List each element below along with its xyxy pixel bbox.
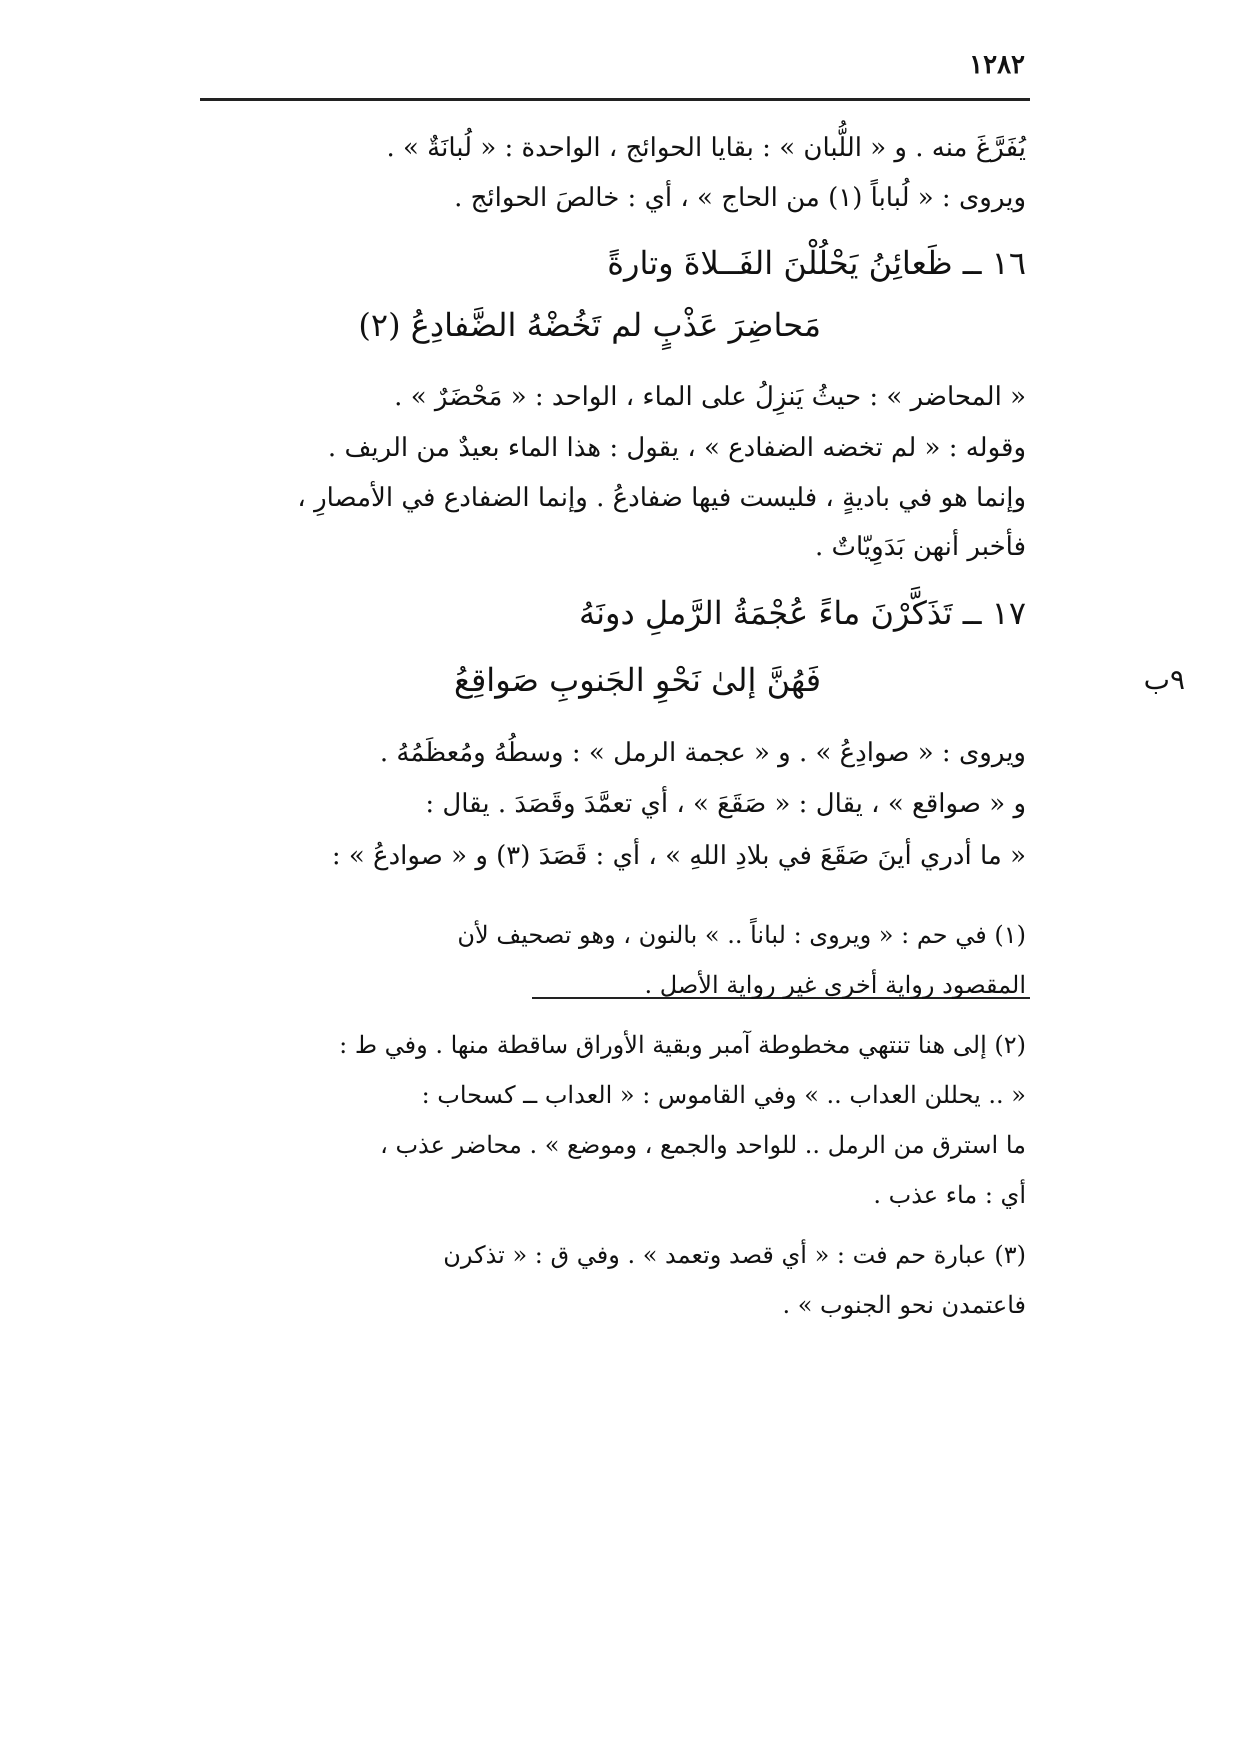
verse-17-first-hemistich: ١٧ ــ تَذَكَّرْنَ ماءً عُجْمَةُ الرَّملِ دونَهُ — [578, 594, 1026, 632]
page-number: ١٢٨٢ — [969, 50, 1025, 80]
footnote-line: أي : ماء عذب . — [873, 1181, 1026, 1209]
body-line: ويروى : « لُباباً (١) من الحاج » ، أي : خالصَ الحوائج . — [454, 183, 1026, 213]
body-line: « ما أدري أينَ صَقَعَ في بلادِ اللهِ » ، أي : قَصَدَ (٣) و « صوادعُ » : — [331, 841, 1026, 871]
body-line: يُفَرَّغَ منه . و « اللُّبان » : بقايا الحوائج ، الواحدة : « لُبانَةٌ » . — [386, 133, 1026, 163]
verse-16-second-hemistich: مَحاضِرَ عَذْبٍ لم تَخُضْهُ الضَّفادِعُ (٢) — [358, 306, 821, 344]
footnote-line: (٣) عبارة حم فت : « أي قصد وتعمد » . وفي ق : « تذكرن — [443, 1241, 1026, 1269]
footnote-line: « .. يحللن العداب .. » وفي القاموس : « العداب ــ كسحاب : — [421, 1081, 1026, 1109]
header-rule — [200, 98, 1030, 101]
body-line: فأخبر أنهن بَدَوِيّاتٌ . — [815, 532, 1026, 562]
verse-17-second-hemistich: فَهُنَّ إلىٰ نَحْوِ الجَنوبِ صَواقِعُ — [453, 661, 821, 699]
footnote-line: (١) في حم : « ويروى : لباناً .. » بالنون ، وهو تصحيف لأن — [457, 921, 1026, 949]
body-line: ويروى : « صوادِعُ » . و « عجمة الرمل » : وسطُهُ ومُعظَمُهُ . — [379, 738, 1026, 768]
body-line: وقوله : « لم تخضه الضفادع » ، يقول : هذا الماء بعيدٌ من الريف . — [327, 433, 1026, 463]
footnote-line: المقصود رواية أخرى غير رواية الأصل . — [644, 971, 1026, 999]
body-line: وإنما هو في باديةٍ ، فليست فيها ضفادعُ . وإنما الضفادع في الأمصارِ ، — [297, 483, 1026, 513]
body-line: « المحاضر » : حيثُ يَنزِلُ على الماء ، الواحد : « مَحْضَرٌ » . — [394, 382, 1026, 412]
footnote-line: فاعتمدن نحو الجنوب » . — [782, 1291, 1026, 1319]
margin-folio-reference: ٩ب — [1143, 663, 1185, 696]
footnote-line: (٢) إلى هنا تنتهي مخطوطة آمبر وبقية الأوراق ساقطة منها . وفي ط : — [339, 1031, 1026, 1059]
footnote-line: ما استرق من الرمل .. للواحد والجمع ، وموضع » . محاضر عذب ، — [380, 1131, 1026, 1159]
body-line: و « صواقع » ، يقال : « صَقَعَ » ، أي تعمَّدَ وقَصَدَ . يقال : — [425, 789, 1026, 819]
verse-16-first-hemistich: ١٦ ــ ظَعائِنُ يَحْلُلْنَ الفَــلاةَ وتارةً — [607, 244, 1026, 282]
